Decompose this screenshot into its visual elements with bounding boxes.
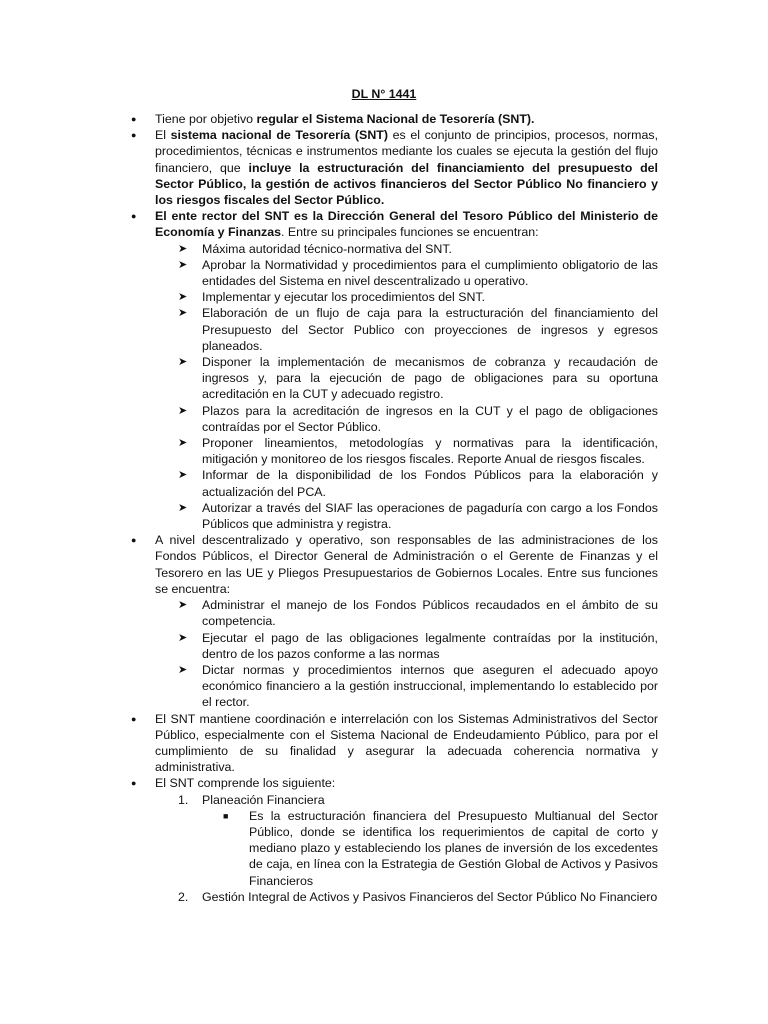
bullet-marker: ●: [131, 130, 137, 141]
list-item-text: Implementar y ejecutar los procedimientos del SNT.: [202, 290, 486, 305]
arrow-icon: ➤: [178, 501, 188, 514]
arrow-icon: ➤: [178, 356, 188, 369]
bullet-decentralized: [131, 532, 658, 597]
arrow-icon: ➤: [178, 258, 188, 271]
arrow-icon: ➤: [178, 307, 188, 320]
list-item: [178, 305, 658, 354]
list-item: [178, 597, 658, 629]
list-item: [178, 403, 658, 435]
numbered-item-label: Planeación Financiera: [202, 792, 325, 807]
arrow-icon: ➤: [178, 631, 188, 644]
list-item: [178, 354, 658, 403]
bullet-definition: [131, 127, 659, 208]
numbered-item: [178, 792, 658, 808]
bullet-bold-text: incluye la estructuración del financiamiento del presupuesto del Sector Público, la gestión de activos financieros del Sector Público No financiero y los riesgos fiscales del Sector Público.: [155, 160, 658, 208]
list-item-text: Proponer lineamientos, metodologías y normativas para la identificación, mitigación y monitoreo de los riesgos fiscales. Reporte Anual de riesgos fiscales.: [202, 436, 658, 467]
bullet-components: [131, 775, 658, 791]
sub-list-item: [223, 808, 658, 889]
list-item-text: Aprobar la Normatividad y procedimientos para el cumplimiento obligatorio de las entidades del Sistema en nivel descentralizado u operativo.: [202, 257, 658, 289]
bullet-marker: ●: [131, 713, 137, 724]
list-item: [178, 289, 658, 305]
bullet-text: Tiene por objetivo: [155, 112, 257, 126]
sub-list-item-text: Es la estructuración financiera del Presupuesto Multianual del Sector Público, donde se identifica los requerimientos de capital de corto y mediano plazo y estableciendo los planes de inversión de los excedentes de caja, en línea con la Estrategia de Gestión Global de Activos y Pasivos Financieros: [249, 808, 658, 888]
list-item: [178, 467, 658, 499]
square-bullet-icon: ■: [223, 810, 229, 821]
list-item-text: Autorizar a través del SIAF las operaciones de pagaduría con cargo a los Fondos Públicos que administra y registra.: [202, 500, 658, 532]
list-item: [178, 630, 658, 662]
arrow-icon: ➤: [178, 599, 188, 612]
bullet-marker: ●: [131, 114, 137, 124]
list-item-text: Disponer la implementación de mecanismos de cobranza y recaudación de ingresos y, para la ejecución de pago de obligaciones para su oportuna acreditación en la CUT y adecuado registro.: [202, 355, 658, 402]
bullet-text: El: [155, 128, 171, 143]
list-item: [178, 500, 658, 532]
bullet-bold-text: regular el Sistema Nacional de Tesorería (SNT).: [256, 112, 535, 126]
item-number: 1.: [178, 792, 189, 807]
arrow-icon: ➤: [178, 242, 188, 255]
bullet-marker: ●: [131, 535, 137, 546]
document-body: [131, 111, 659, 905]
arrow-icon: ➤: [178, 404, 188, 417]
list-item: [178, 257, 658, 289]
list-item-text: Elaboración de un flujo de caja para la estructuración del financiamiento del Presupuesto del Sector Publico con proyecciones de ingresos y egresos planeados.: [202, 306, 658, 353]
item-number: 2.: [178, 889, 189, 904]
document-title: DL N° 1441: [351, 87, 417, 101]
bullet-objective: [131, 111, 658, 127]
bullet-text: A nivel descentralizado y operativo, son responsables de las administraciones de los Fondos Públicos, el Director General de Administración o el Gerente de Finanzas y el Tesorero en las UE y Pliegos Presupuestarios de Gobiernos Locales. Entre sus funciones se encuentra:: [155, 533, 658, 596]
bullet-text: es el conjunto de principios, procesos, normas, procedimientos, técnicas e instrumentos mediante los cuales se ejecuta la gestión del flujo financiero, que: [155, 128, 659, 175]
list-item-text: Plazos para la acreditación de ingresos en la CUT y el pago de obligaciones contraídas por el Sector Público.: [202, 403, 658, 434]
bullet-bold-text: El ente rector del SNT es la Dirección General del Tesoro Público del Ministerio de Economía y Finanzas: [155, 209, 658, 240]
list-item: [178, 662, 658, 711]
bullet-coordination: [131, 711, 658, 776]
list-item-text: Máxima autoridad técnico-normativa del SNT.: [202, 241, 452, 256]
bullet-bold-text: sistema nacional de Tesorería (SNT): [170, 128, 388, 143]
numbered-item-label: Gestión Integral de Activos y Pasivos Financieros del Sector Público No Financiero: [202, 889, 658, 904]
bullet-marker: ●: [131, 211, 137, 222]
bullet-marker: ●: [131, 778, 137, 789]
bullet-text: El SNT mantiene coordinación e interrelación con los Sistemas Administrativos del Sector Público, especialmente con el Sistema Nacional de Endeudamiento Público, para por el cumplimiento de su finalidad y asegurar la adecuada coherencia normativa y administrativa.: [155, 711, 658, 775]
bullet-rector: [131, 208, 658, 240]
arrow-icon: ➤: [178, 291, 188, 304]
arrow-icon: ➤: [178, 437, 188, 450]
list-item: [178, 435, 658, 467]
list-item-text: Administrar el manejo de los Fondos Públicos recaudados en el ámbito de su competencia.: [202, 598, 658, 629]
arrow-icon: ➤: [178, 469, 188, 482]
list-item-text: Informar de la disponibilidad de los Fondos Públicos para la elaboración y actualización del PCA.: [202, 468, 658, 499]
bullet-text: . Entre su principales funciones se encuentran:: [281, 225, 539, 240]
list-item: [178, 241, 658, 257]
list-item-text: Dictar normas y procedimientos internos que aseguren el adecuado apoyo económico financiero a la gestión instruccional, implementando lo establecido por el rector.: [202, 662, 658, 710]
numbered-item: [178, 889, 658, 905]
arrow-icon: ➤: [178, 663, 188, 676]
bullet-text: El SNT comprende los siguiente:: [155, 776, 336, 791]
list-item-text: Ejecutar el pago de las obligaciones legalmente contraídas por la institución, dentro de los pazos conforme a las normas: [202, 630, 658, 661]
